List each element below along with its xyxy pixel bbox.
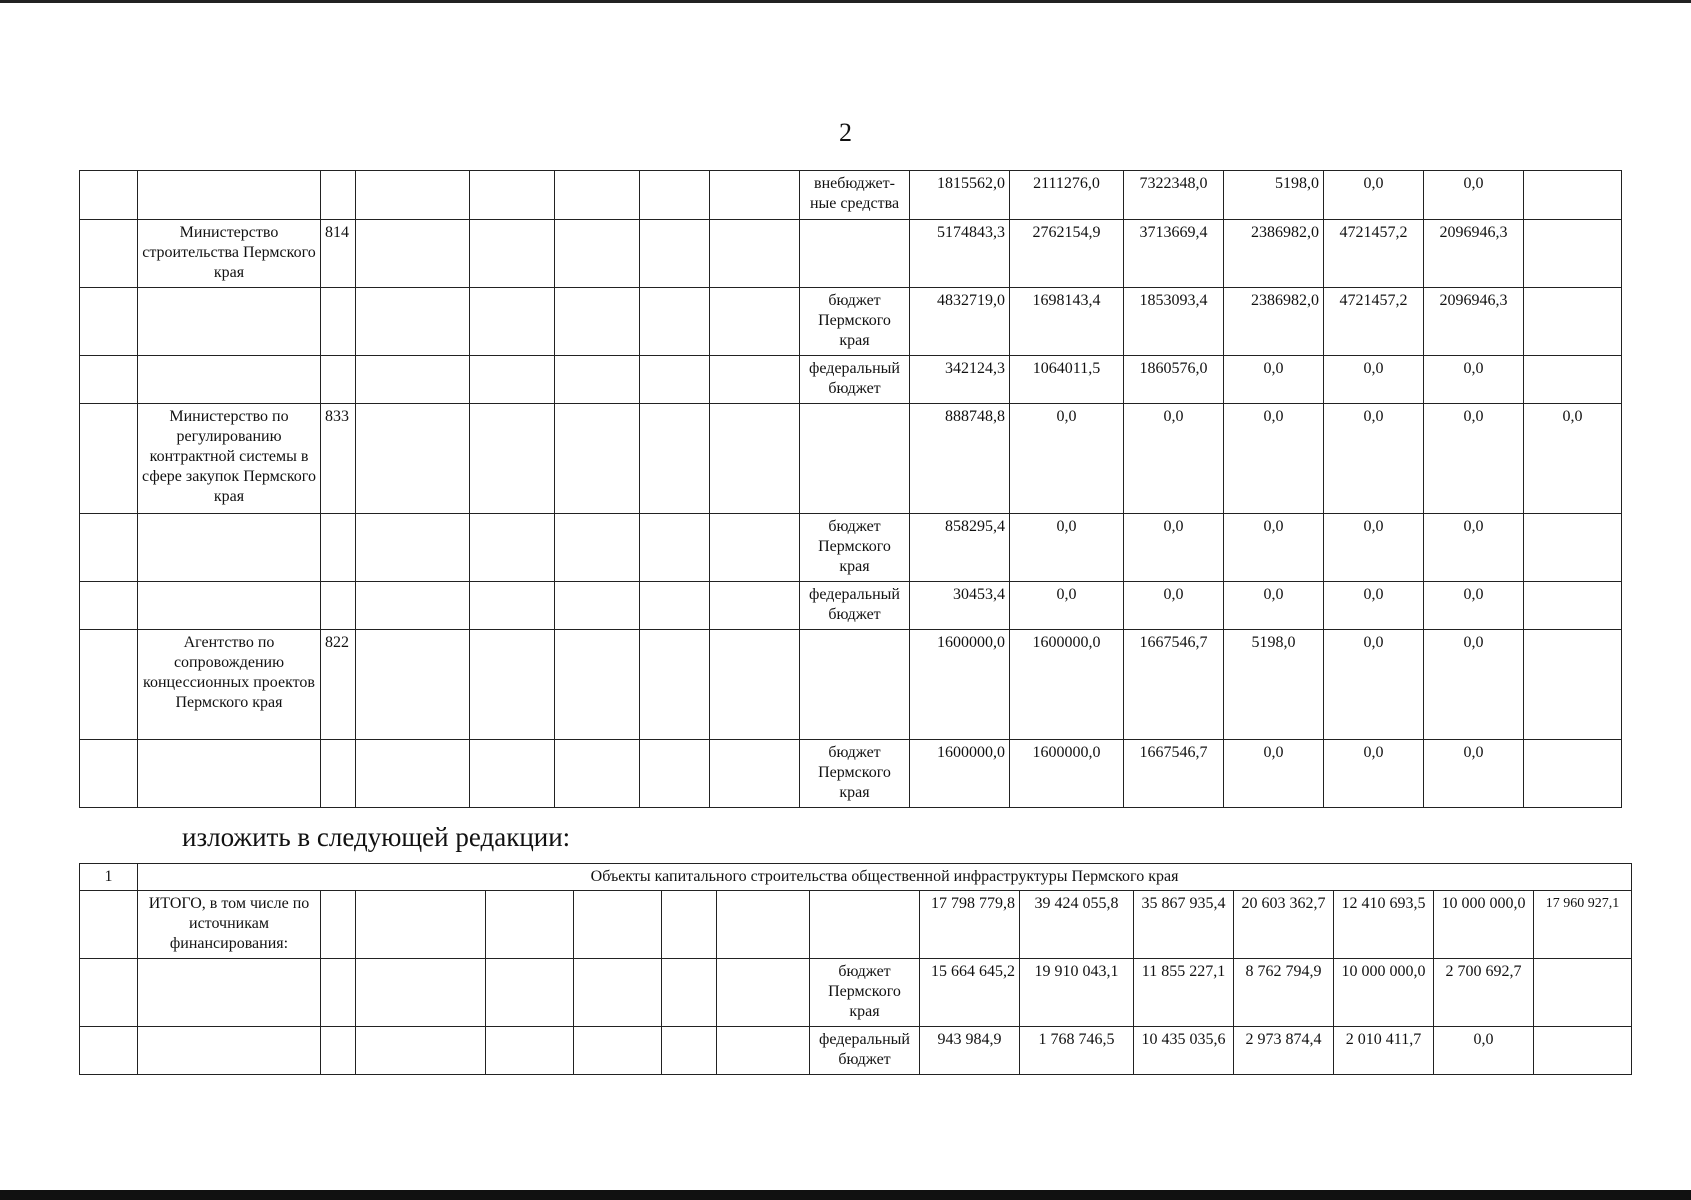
empty-cell (710, 288, 800, 356)
empty-cell (80, 171, 138, 220)
org-cell: Агентство по сопровождению концессионных проектов Пермского края (138, 630, 321, 740)
empty-cell (710, 740, 800, 808)
value-cell: 0,0 (1424, 740, 1524, 808)
value-cell: 2762154,9 (1010, 220, 1124, 288)
empty-cell (356, 630, 470, 740)
value-cell: 19 910 043,1 (1020, 959, 1134, 1027)
empty-cell (356, 1027, 486, 1075)
empty-cell (574, 891, 662, 959)
value-cell: 0,0 (1434, 1027, 1534, 1075)
value-cell: 5198,0 (1224, 171, 1324, 220)
value-cell: 5198,0 (1224, 630, 1324, 740)
value-cell: 1600000,0 (1010, 630, 1124, 740)
table-row (80, 171, 1622, 220)
empty-cell (80, 404, 138, 514)
empty-cell (717, 959, 810, 1027)
value-cell (1524, 171, 1622, 220)
value-cell: 0,0 (1424, 171, 1524, 220)
empty-cell (662, 891, 717, 959)
table-row (80, 740, 1622, 808)
value-cell: 0,0 (1324, 356, 1424, 404)
empty-cell (555, 171, 640, 220)
value-cell: 1600000,0 (910, 630, 1010, 740)
value-cell: 0,0 (1424, 356, 1524, 404)
value-cell: 17 960 927,1 (1534, 891, 1632, 959)
empty-cell (470, 220, 555, 288)
scan-top-edge (0, 0, 1691, 3)
empty-cell (555, 404, 640, 514)
empty-cell (80, 356, 138, 404)
value-cell (1524, 740, 1622, 808)
empty-cell (640, 356, 710, 404)
value-cell: 12 410 693,5 (1334, 891, 1434, 959)
value-cell: 0,0 (1324, 404, 1424, 514)
section-heading: изложить в следующей редакции: (182, 822, 571, 852)
value-cell: 1815562,0 (910, 171, 1010, 220)
value-cell: 5174843,3 (910, 220, 1010, 288)
table-row (80, 891, 1632, 959)
value-cell: 1860576,0 (1124, 356, 1224, 404)
value-cell: 2386982,0 (1224, 288, 1324, 356)
value-cell: 0,0 (1224, 356, 1324, 404)
value-cell: 1600000,0 (910, 740, 1010, 808)
table-row (80, 220, 1622, 288)
empty-cell (321, 959, 356, 1027)
value-cell: 0,0 (1224, 740, 1324, 808)
funding-source-cell (800, 630, 910, 740)
funding-source-cell: федеральный бюджет (800, 582, 910, 630)
value-cell: 17 798 779,8 (920, 891, 1020, 959)
value-cell: 35 867 935,4 (1134, 891, 1234, 959)
value-cell: 2 010 411,7 (1334, 1027, 1434, 1075)
value-cell: 1698143,4 (1010, 288, 1124, 356)
empty-cell (717, 1027, 810, 1075)
value-cell: 2386982,0 (1224, 220, 1324, 288)
value-cell: 10 000 000,0 (1434, 891, 1534, 959)
empty-cell (80, 630, 138, 740)
value-cell: 20 603 362,7 (1234, 891, 1334, 959)
org-cell (138, 356, 321, 404)
empty-cell (80, 891, 138, 959)
funding-source-cell: бюджет Пермского края (800, 740, 910, 808)
value-cell: 858295,4 (910, 514, 1010, 582)
value-cell: 0,0 (1010, 582, 1124, 630)
empty-cell (470, 356, 555, 404)
org-cell (138, 582, 321, 630)
empty-cell (356, 288, 470, 356)
value-cell: 0,0 (1324, 582, 1424, 630)
org-cell (138, 288, 321, 356)
value-cell: 0,0 (1010, 404, 1124, 514)
value-cell: 7322348,0 (1124, 171, 1224, 220)
funding-source-cell: федеральный бюджет (800, 356, 910, 404)
org-cell (138, 171, 321, 220)
code-cell (321, 514, 356, 582)
value-cell: 342124,3 (910, 356, 1010, 404)
table-row (80, 514, 1622, 582)
value-cell: 1600000,0 (1010, 740, 1124, 808)
value-cell: 0,0 (1324, 514, 1424, 582)
empty-cell (640, 220, 710, 288)
value-cell (1524, 582, 1622, 630)
table-row (80, 959, 1632, 1027)
table-row (80, 1027, 1632, 1075)
empty-cell (640, 514, 710, 582)
value-cell: 2111276,0 (1010, 171, 1124, 220)
empty-cell (356, 514, 470, 582)
empty-cell (356, 404, 470, 514)
empty-cell (356, 582, 470, 630)
empty-cell (80, 1027, 138, 1075)
empty-cell (80, 288, 138, 356)
value-cell: 4721457,2 (1324, 288, 1424, 356)
code-cell: 833 (321, 404, 356, 514)
funding-source-cell: бюджет Пермского края (800, 514, 910, 582)
table-row (80, 630, 1622, 740)
empty-cell (555, 582, 640, 630)
empty-cell (555, 740, 640, 808)
empty-cell (470, 582, 555, 630)
empty-cell (486, 959, 574, 1027)
empty-cell (356, 220, 470, 288)
empty-cell (470, 630, 555, 740)
code-cell (321, 740, 356, 808)
table-row (80, 288, 1622, 356)
page-number: 2 (839, 118, 852, 147)
empty-cell (555, 220, 640, 288)
empty-cell (80, 740, 138, 808)
value-cell (1524, 630, 1622, 740)
value-cell: 0,0 (1224, 404, 1324, 514)
org-cell: Министерство по регулированию контрактной системы в сфере закупок Пермского края (138, 404, 321, 514)
value-cell: 1667546,7 (1124, 630, 1224, 740)
table-row (80, 404, 1622, 514)
empty-cell (470, 514, 555, 582)
value-cell: 0,0 (1424, 404, 1524, 514)
empty-cell (470, 740, 555, 808)
section-number: 1 (80, 864, 138, 891)
empty-cell (321, 1027, 356, 1075)
value-cell: 2096946,3 (1424, 220, 1524, 288)
empty-cell (486, 1027, 574, 1075)
funding-source-cell (810, 891, 920, 959)
value-cell: 0,0 (1424, 582, 1524, 630)
value-cell: 0,0 (1424, 514, 1524, 582)
table-row (80, 582, 1622, 630)
value-cell: 0,0 (1010, 514, 1124, 582)
empty-cell (710, 220, 800, 288)
value-cell: 0,0 (1124, 514, 1224, 582)
org-cell (138, 1027, 321, 1075)
empty-cell (710, 514, 800, 582)
value-cell: 30453,4 (910, 582, 1010, 630)
value-cell: 11 855 227,1 (1134, 959, 1234, 1027)
value-cell (1524, 514, 1622, 582)
scan-bottom-edge (0, 1190, 1691, 1200)
value-cell: 0,0 (1324, 740, 1424, 808)
empty-cell (662, 1027, 717, 1075)
code-cell (321, 171, 356, 220)
value-cell: 39 424 055,8 (1020, 891, 1134, 959)
value-cell: 1667546,7 (1124, 740, 1224, 808)
value-cell: 0,0 (1124, 404, 1224, 514)
org-cell (138, 740, 321, 808)
value-cell: 2096946,3 (1424, 288, 1524, 356)
funding-source-cell (800, 220, 910, 288)
empty-cell (356, 959, 486, 1027)
empty-cell (640, 171, 710, 220)
value-cell (1524, 356, 1622, 404)
org-cell: Министерство строительства Пермского края (138, 220, 321, 288)
org-cell: ИТОГО, в том числе по источникам финансирования: (138, 891, 321, 959)
empty-cell (80, 514, 138, 582)
value-cell: 943 984,9 (920, 1027, 1020, 1075)
value-cell: 0,0 (1524, 404, 1622, 514)
empty-cell (710, 404, 800, 514)
empty-cell (640, 740, 710, 808)
funding-source-cell (800, 404, 910, 514)
empty-cell (356, 740, 470, 808)
empty-cell (710, 356, 800, 404)
empty-cell (470, 171, 555, 220)
empty-cell (717, 891, 810, 959)
empty-cell (574, 1027, 662, 1075)
empty-cell (356, 171, 470, 220)
value-cell (1534, 959, 1632, 1027)
empty-cell (710, 171, 800, 220)
value-cell: 2 700 692,7 (1434, 959, 1534, 1027)
table-row (80, 356, 1622, 404)
value-cell: 2 973 874,4 (1234, 1027, 1334, 1075)
empty-cell (356, 891, 486, 959)
empty-cell (640, 404, 710, 514)
empty-cell (321, 891, 356, 959)
value-cell: 3713669,4 (1124, 220, 1224, 288)
empty-cell (555, 356, 640, 404)
code-cell (321, 356, 356, 404)
value-cell: 10 435 035,6 (1134, 1027, 1234, 1075)
value-cell: 0,0 (1224, 514, 1324, 582)
value-cell: 8 762 794,9 (1234, 959, 1334, 1027)
funding-source-cell: внебюджет-ные средства (800, 171, 910, 220)
empty-cell (80, 220, 138, 288)
empty-cell (555, 288, 640, 356)
value-cell: 1064011,5 (1010, 356, 1124, 404)
empty-cell (470, 288, 555, 356)
code-cell (321, 582, 356, 630)
empty-cell (80, 959, 138, 1027)
empty-cell (470, 404, 555, 514)
code-cell: 822 (321, 630, 356, 740)
empty-cell (555, 514, 640, 582)
empty-cell (662, 959, 717, 1027)
value-cell: 1853093,4 (1124, 288, 1224, 356)
empty-cell (710, 582, 800, 630)
empty-cell (710, 630, 800, 740)
value-cell (1534, 1027, 1632, 1075)
empty-cell (640, 582, 710, 630)
value-cell: 888748,8 (910, 404, 1010, 514)
value-cell: 0,0 (1424, 630, 1524, 740)
value-cell: 4721457,2 (1324, 220, 1424, 288)
value-cell: 1 768 746,5 (1020, 1027, 1134, 1075)
org-cell (138, 514, 321, 582)
funding-source-cell: бюджет Пермского края (810, 959, 920, 1027)
budget-table-new (79, 863, 1632, 1075)
value-cell: 0,0 (1224, 582, 1324, 630)
empty-cell (640, 288, 710, 356)
empty-cell (356, 356, 470, 404)
value-cell: 10 000 000,0 (1334, 959, 1434, 1027)
code-cell: 814 (321, 220, 356, 288)
section-title: Объекты капитального строительства общественной инфраструктуры Пермского края (138, 864, 1632, 891)
empty-cell (640, 630, 710, 740)
empty-cell (555, 630, 640, 740)
funding-source-cell: бюджет Пермского края (800, 288, 910, 356)
funding-source-cell: федеральный бюджет (810, 1027, 920, 1075)
budget-table-old (79, 170, 1622, 808)
value-cell: 15 664 645,2 (920, 959, 1020, 1027)
value-cell (1524, 288, 1622, 356)
value-cell (1524, 220, 1622, 288)
value-cell: 0,0 (1124, 582, 1224, 630)
value-cell: 0,0 (1324, 630, 1424, 740)
value-cell: 4832719,0 (910, 288, 1010, 356)
empty-cell (486, 891, 574, 959)
empty-cell (574, 959, 662, 1027)
empty-cell (80, 582, 138, 630)
section-title-row (80, 864, 1632, 891)
value-cell: 0,0 (1324, 171, 1424, 220)
org-cell (138, 959, 321, 1027)
code-cell (321, 288, 356, 356)
